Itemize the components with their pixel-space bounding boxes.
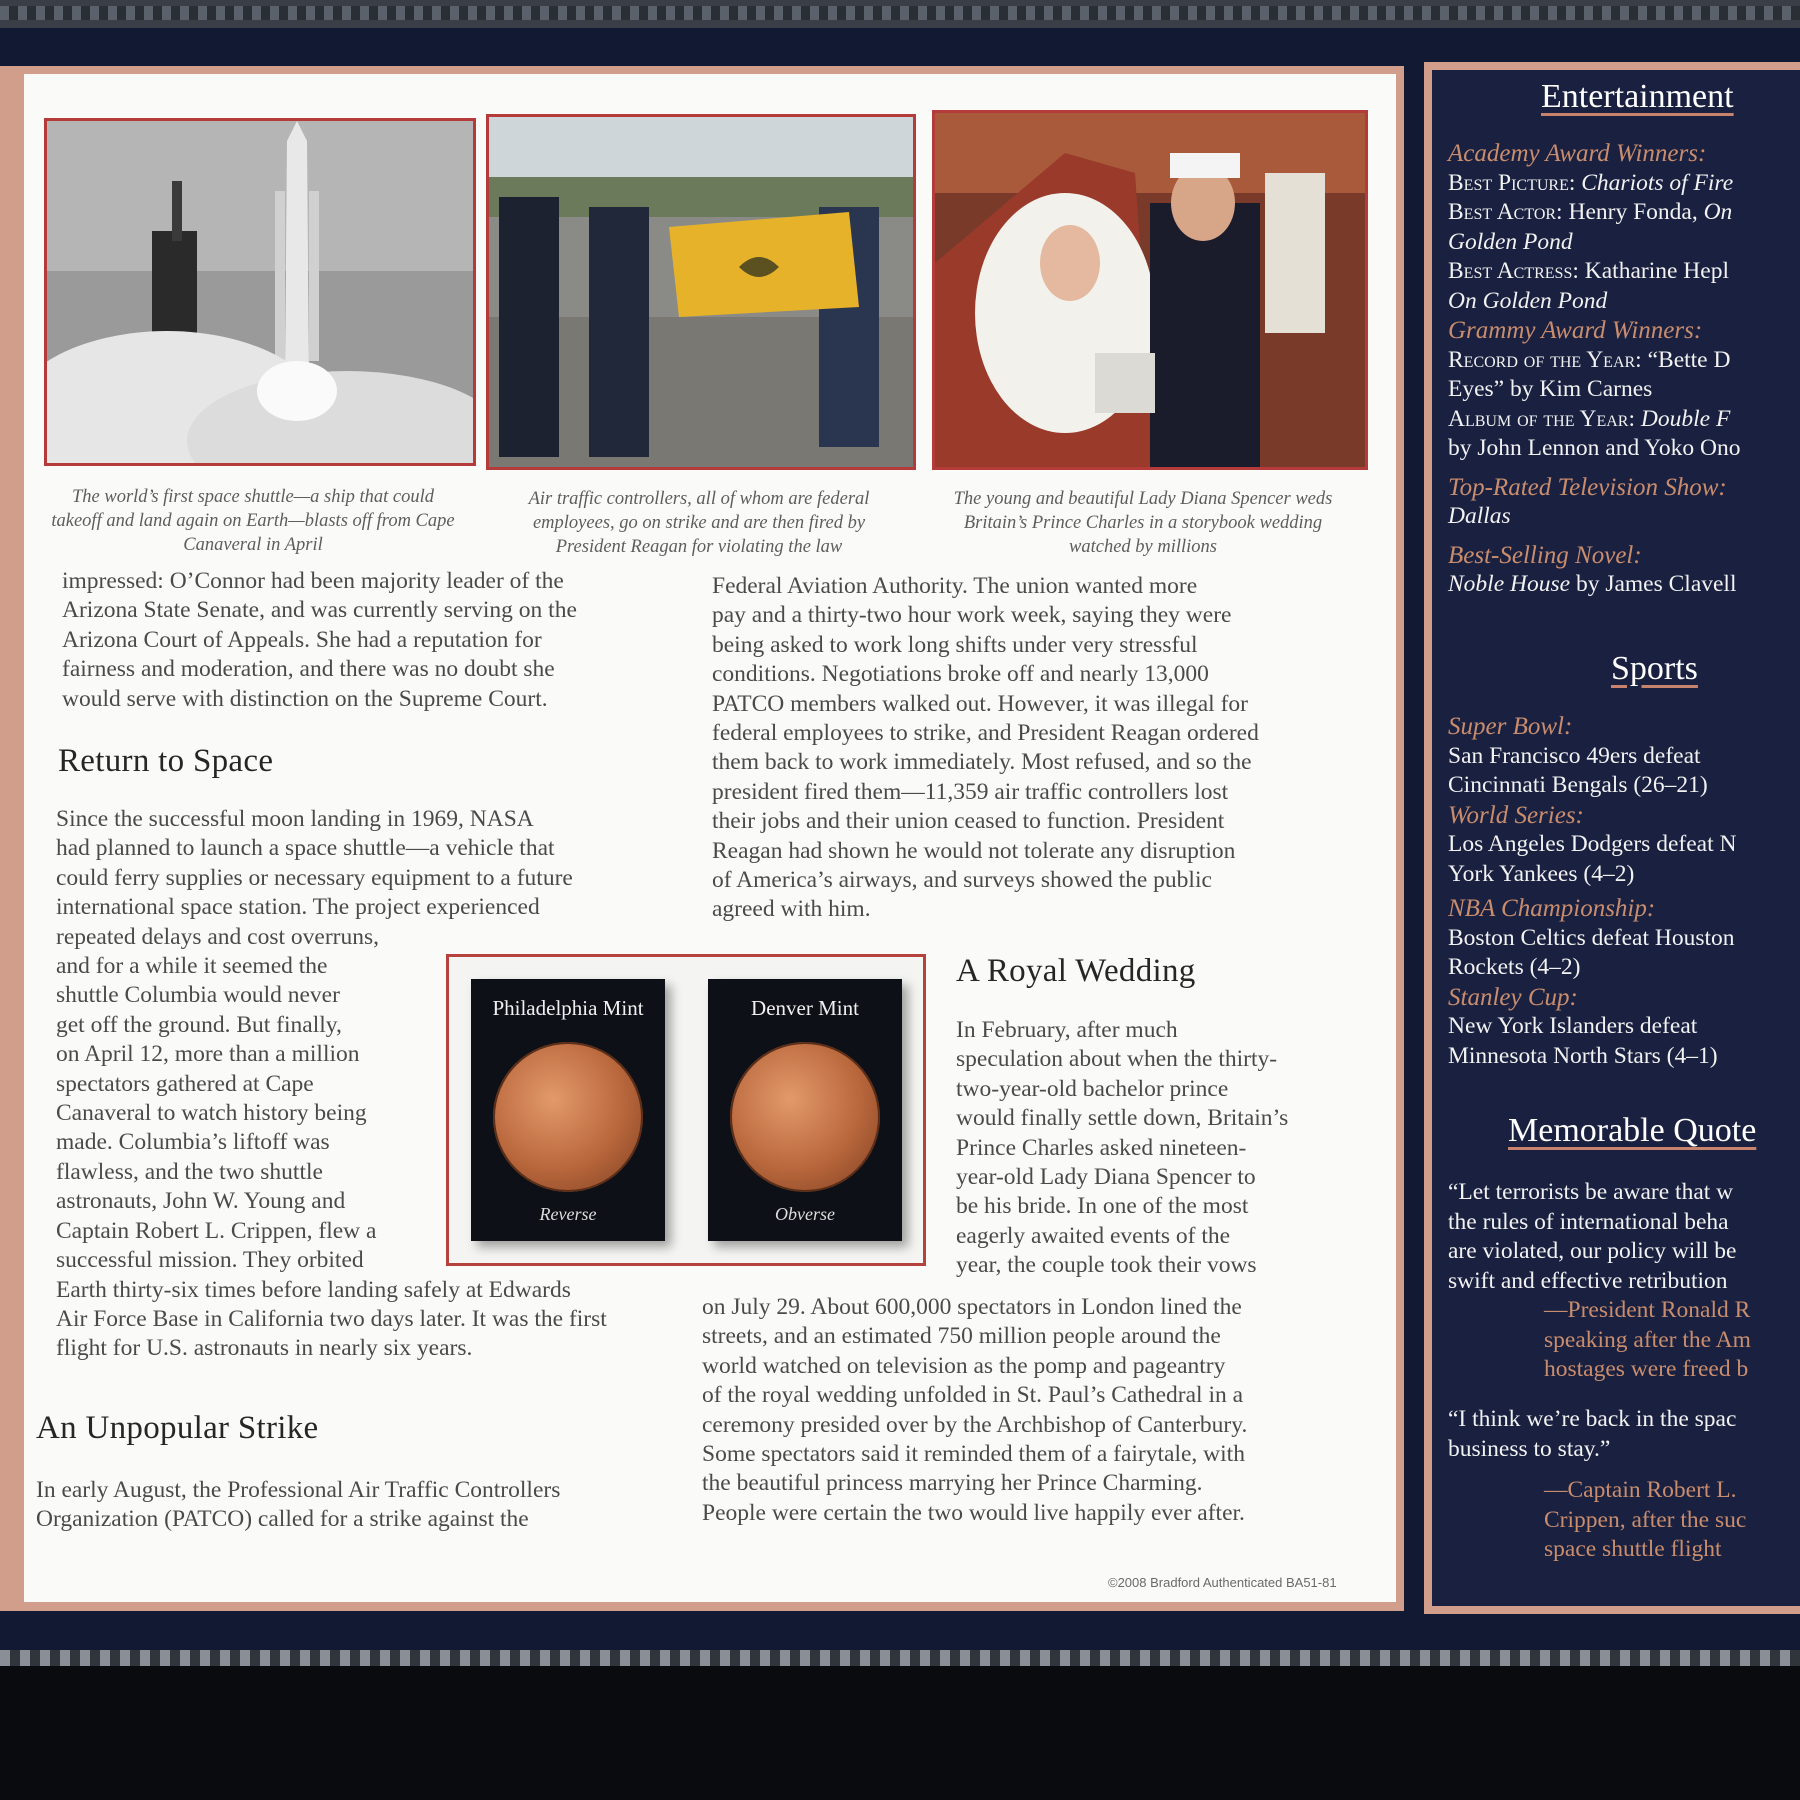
penny-reverse-icon [493,1042,643,1192]
philadelphia-coin-card [471,979,665,1241]
space-shuttle-photo [44,118,476,466]
denver-coin-card [708,979,902,1241]
coin-display [446,954,926,1266]
strike-continued-text: Federal Aviation Authority. The union wanted more pay and a thirty-two hour work week, saying they were being asked to work long shifts under very stressful conditions. Negotiations broke off and nearly 13,000 PATCO members walked out. However, it was illegal for federal employees to strike, and President Reagan ordered them back to work immediately. Most refused, and so the president fired them—11,359 air traffic controllers lost their jobs and their union ceased to function. President Reagan had shown he would not tolerate any disruption of America’s airways, and surveys showed the public agreed with him. [712,573,1259,923]
mint-label: Denver Mint [751,996,859,1020]
coin-side-label: Reverse [539,1204,597,1224]
binder-perforation-top [0,6,1800,20]
heading-entertainment: Entertainment [1541,78,1734,115]
strike-paragraph: In early August, the Professional Air Traffic Controllers Organization (PATCO) called for a strike against the [36,1477,561,1533]
space-paragraph: Since the successful moon landing in 1969, NASA had planned to launch a space shuttle—a vehicle that could ferry supplies or necessary equipment to a future international space station. The project experienced repeated delays and cost overruns, and for a while it seemed the shuttle Columbia would never get off the ground. But finally, on April 12, more than a million spectators gathered at Cape Canaveral to watch history being made. Columbia’s liftoff was flawless, and the two shuttle astronauts, John W. Young and Captain Robert L. Crippen, flew a successful mission. They orbited Earth thirty-six times before landing safely at Edwards Air Force Base in California two days later. It was the first flight for U.S. astronauts in nearly six years. [56,806,607,1362]
supreme-court-text: impressed: O’Connor had been majority leader of the Arizona State Senate, and was currently serving on the Arizona Court of Appeals. She had a reputation for fairness and moderation, and there was no doubt she would serve with distinction on the Supreme Court. [62,568,577,712]
penny-obverse-icon [730,1042,880,1192]
binder-perforation-bottom [0,1650,1800,1666]
heading-memorable-quotes: Memorable Quote [1508,1112,1757,1149]
binder-bottom-edge [0,1650,1800,1800]
heading-unpopular-strike: An Unpopular Strike [36,1410,319,1446]
royal-wedding-photo [932,110,1368,470]
caption-wedding: The young and beautiful Lady Diana Spencer weds Britain’s Prince Charles in a storybook wedding watched by millions [953,489,1333,557]
heading-sports: Sports [1611,650,1698,687]
wedding-paragraph-top: In February, after much speculation about when the thirty- two-year-old bachelor prince would finally settle down, Britain’s Prince Charles asked nineteen- year-old Lady Diana Spencer to be his bride. In one of the most eagerly awaited events of the year, the couple took their vows [956,1017,1289,1279]
heading-royal-wedding: A Royal Wedding [956,953,1196,989]
sports-list: Super Bowl: San Francisco 49ers defeat Cincinnati Bengals (26–21) World Series: Los Angeles Dodgers defeat N York Yankees (4–2) NBA Championship: Boston Celtics defeat Houston Rockets (4–2) Stanley Cup: New York Islanders defeat Minnesota North Stars (4–1) [1448,713,1737,1069]
quote-reagan: “Let terrorists be aware that w the rules of international beha are violated, our policy will be swift and effective retribution —President Ronald R speaking after the Am hostages were freed b [1448,1179,1751,1382]
entertainment-list: Academy Award Winners: Best Picture: Chariots of Fire Best Actor: Henry Fonda, On Golden Pond Best Actress: Katharine Hepl On Golden Pond Grammy Award Winners: Record of the Year: “Bette D Eyes” by Kim Carnes Album of the Year: Double F by John Lennon and Yoko Ono Top-Rated Television Show: Dallas Best-Selling Novel: Noble House by James Clavell [1448,140,1741,597]
caption-strike: Air traffic controllers, all of whom are federal employees, go on strike and are then fired by President Reagan for violating the law [528,489,870,557]
atc-strike-photo [486,114,916,470]
quote-crippen: “I think we’re back in the spac business to stay.” —Captain Robert L. Crippen, after the suc space shuttle flight [1448,1406,1747,1562]
caption-shuttle: The world’s first space shuttle—a ship that could takeoff and land again on Earth—blasts off from Cape Canaveral in April [51,487,455,555]
heading-return-to-space: Return to Space [58,743,274,779]
mint-label: Philadelphia Mint [492,996,644,1020]
coin-side-label: Obverse [775,1204,835,1224]
wedding-paragraph-bottom: on July 29. About 600,000 spectators in London lined the streets, and an estimated 750 million people around the world watched on television as the pomp and pageantry of the royal wedding unfolded in St. Paul’s Cathedral in a ceremony presided over by the Archbishop of Canterbury. Some spectators said it reminded them of a fairytale, with the beautiful princess marrying her Prince Charming. People were certain the two would live happily ever after. [702,1294,1248,1526]
copyright-notice: ©2008 Bradford Authenticated BA51-81 [1108,1575,1337,1590]
